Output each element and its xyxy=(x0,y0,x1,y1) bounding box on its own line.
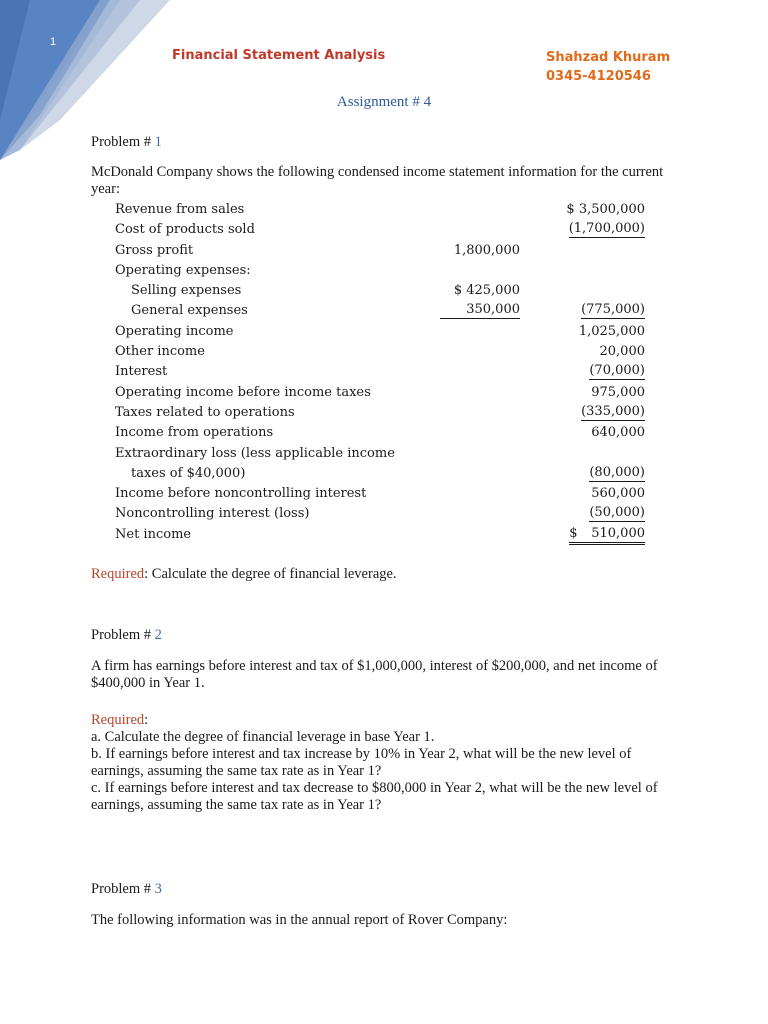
row-value: (335,000) xyxy=(581,403,645,419)
problem-3-heading xyxy=(91,881,683,898)
row-label: Operating income before income taxes xyxy=(115,384,371,400)
statement-row xyxy=(115,403,655,423)
statement-row xyxy=(115,383,655,403)
statement-row xyxy=(115,220,655,240)
net-income-value: 510,000 xyxy=(591,525,645,541)
row-label: taxes of $40,000) xyxy=(131,465,246,481)
row-value: (775,000) xyxy=(581,302,645,318)
dollar-sign: $ xyxy=(569,525,578,541)
row-label: Noncontrolling interest (loss) xyxy=(115,506,310,522)
required-item-b: b. If earnings before interest and tax increase by 10% in Year 2, what will be the new level of earnings, assuming the same tax rate as in Year 1? xyxy=(91,746,632,779)
row-label: Interest xyxy=(115,364,168,380)
row-label: Cost of products sold xyxy=(115,222,255,238)
required-colon: : xyxy=(144,712,149,728)
author-block xyxy=(546,48,670,86)
row-label: Income before noncontrolling interest xyxy=(115,486,367,502)
statement-row xyxy=(115,362,655,382)
row-value: 640,000 xyxy=(591,425,645,441)
problem-1-required xyxy=(91,566,683,583)
row-label: Net income xyxy=(115,526,192,542)
statement-row xyxy=(115,322,655,342)
problem-label: Problem # xyxy=(91,627,155,643)
row-label: Selling expenses xyxy=(131,283,242,299)
statement-row xyxy=(115,464,655,484)
row-value: (80,000) xyxy=(589,464,645,480)
problem-number: 3 xyxy=(154,881,162,897)
row-value: $ 3,500,000 xyxy=(566,202,645,217)
row-label: Extraordinary loss (less applicable income xyxy=(115,445,395,461)
required-item-c: c. If earnings before interest and tax decrease to $800,000 in Year 2, what will be the new level of earnings, assuming the same tax rate as in Year 1? xyxy=(91,780,658,813)
statement-row xyxy=(115,301,655,321)
row-label: Revenue from sales xyxy=(115,202,245,217)
problem-1-intro: McDonald Company shows the following condensed income statement information for the current year: xyxy=(91,164,664,197)
row-value: 1,025,000 xyxy=(578,323,645,339)
assignment-title: Assignment # 4 xyxy=(336,94,432,110)
statement-row xyxy=(115,241,655,261)
statement-row xyxy=(115,444,655,464)
row-value: (70,000) xyxy=(589,363,645,379)
row-value: 975,000 xyxy=(591,384,645,400)
required-item-a: a. Calculate the degree of financial leverage in base Year 1. xyxy=(91,729,435,745)
statement-row xyxy=(115,504,655,524)
row-subtotal: 350,000 xyxy=(440,301,520,319)
row-value: (1,700,000) xyxy=(568,221,645,237)
problem-2-intro: A firm has earnings before interest and tax of $1,000,000, interest of $200,000, and net income of $400,000 in Year 1. xyxy=(91,658,658,691)
row-value-total xyxy=(569,525,645,545)
problem-2-required xyxy=(91,712,683,814)
row-label: Operating income xyxy=(115,323,234,339)
problem-3-intro: The following information was in the annual report of Rover Company: xyxy=(91,912,508,928)
required-label: Required xyxy=(91,566,145,582)
row-value: (50,000) xyxy=(589,505,645,521)
row-label: Other income xyxy=(115,344,205,360)
problem-2-heading xyxy=(91,627,683,644)
statement-row xyxy=(115,281,655,301)
row-label: Operating expenses: xyxy=(115,262,251,278)
row-label: Gross profit xyxy=(115,242,194,258)
row-subtotal: $ 425,000 xyxy=(453,283,520,299)
row-value: 20,000 xyxy=(599,344,645,360)
statement-row xyxy=(115,423,655,443)
statement-row xyxy=(115,261,655,281)
problem-label: Problem # xyxy=(91,134,155,150)
row-value: 560,000 xyxy=(591,486,645,502)
row-subtotal: 1,800,000 xyxy=(453,242,520,258)
author-name: Shahzad Khuram xyxy=(546,50,671,65)
problem-number: 2 xyxy=(154,627,162,643)
row-label: Income from operations xyxy=(115,425,274,441)
problem-number: 1 xyxy=(154,134,162,150)
problem-label: Problem # xyxy=(91,881,155,897)
page-number: 1 xyxy=(50,36,57,48)
problem-1-heading xyxy=(91,134,683,151)
statement-row xyxy=(115,200,655,220)
statement-row xyxy=(115,525,655,545)
statement-row xyxy=(115,484,655,504)
course-title: Financial Statement Analysis xyxy=(172,48,386,63)
required-text: : Calculate the degree of financial leverage. xyxy=(144,566,397,582)
author-phone: 0345-4120546 xyxy=(546,69,651,84)
row-label: General expenses xyxy=(131,303,248,319)
required-label: Required xyxy=(91,712,145,728)
row-label: Taxes related to operations xyxy=(115,404,295,420)
income-statement xyxy=(115,200,655,545)
statement-row xyxy=(115,342,655,362)
